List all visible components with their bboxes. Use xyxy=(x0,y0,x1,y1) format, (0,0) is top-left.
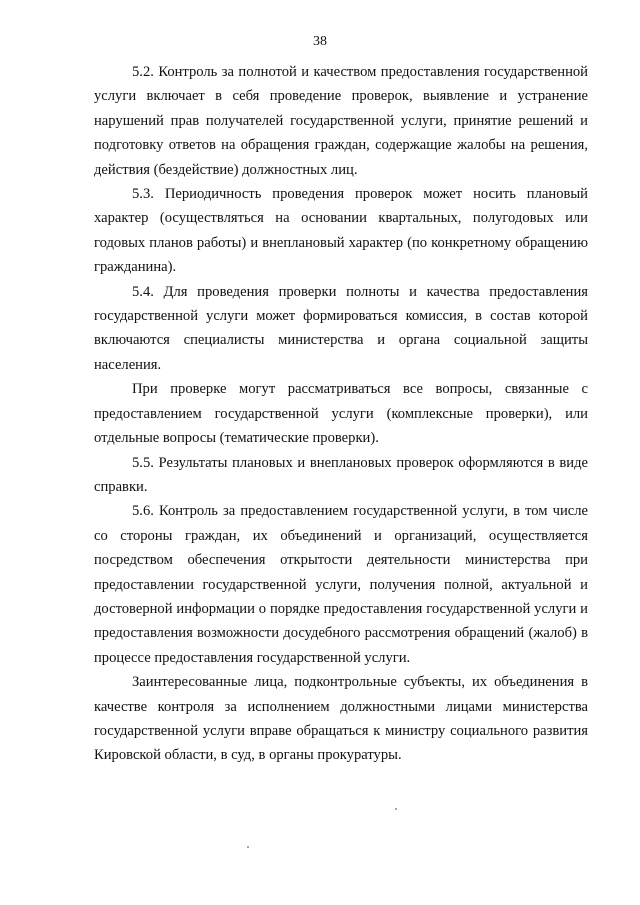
scan-speck xyxy=(395,808,397,810)
paragraph-5-5: 5.5. Результаты плановых и внеплановых проверок оформляются в виде справки. xyxy=(94,454,588,495)
paragraph-5-2: 5.2. Контроль за полнотой и качеством предоставления государственной услуги включает в себя проведение проверок, выявление и устранение нарушений прав получателей государственной услуги, принятие решений и подготовку ответов на обращения граждан, содержащие жалобы на решения, действия (бездействие) должностных лиц. xyxy=(94,64,588,178)
paragraph-5-6: 5.6. Контроль за предоставлением государственной услуги, в том числе со стороны граждан, их объединений и организаций, осуществляется посредством обеспечения открытости деятельности министерства при предоставлении государственной услуги, получения полной, актуальной и достоверной информации о порядке предоставления государственной услуги и предоставления возможности досудебного рассмотрения обращений (жалоб) в процессе предоставления государственной услуги. xyxy=(94,503,588,666)
scan-speck xyxy=(247,846,249,848)
paragraph-5-3: 5.3. Периодичность проведения проверок может носить плановый характер (осуществляться на основании квартальных, полугодовых или годовых планов работы) и внеплановый характер (по конкретному обращению гражданина). xyxy=(94,186,588,276)
document-body xyxy=(94,60,588,768)
paragraph-5-4-continuation: При проверке могут рассматриваться все вопросы, связанные с предоставлением государственной услуги (комплексные проверки), или отдельные вопросы (тематические проверки). xyxy=(94,381,588,447)
paragraph-5-6-continuation: Заинтересованные лица, подконтрольные субъекты, их объединения в качестве контроля за исполнением должностными лицами министерства государственной услуги вправе обращаться к министру социального развития Кировской области, в суд, в органы прокуратуры. xyxy=(94,674,588,764)
paragraph-5-4: 5.4. Для проведения проверки полноты и качества предоставления государственной услуги может формироваться комиссия, в состав которой включаются специалисты министерства и органа социальной защиты населения. xyxy=(94,283,588,373)
page-number: 38 xyxy=(313,34,327,49)
